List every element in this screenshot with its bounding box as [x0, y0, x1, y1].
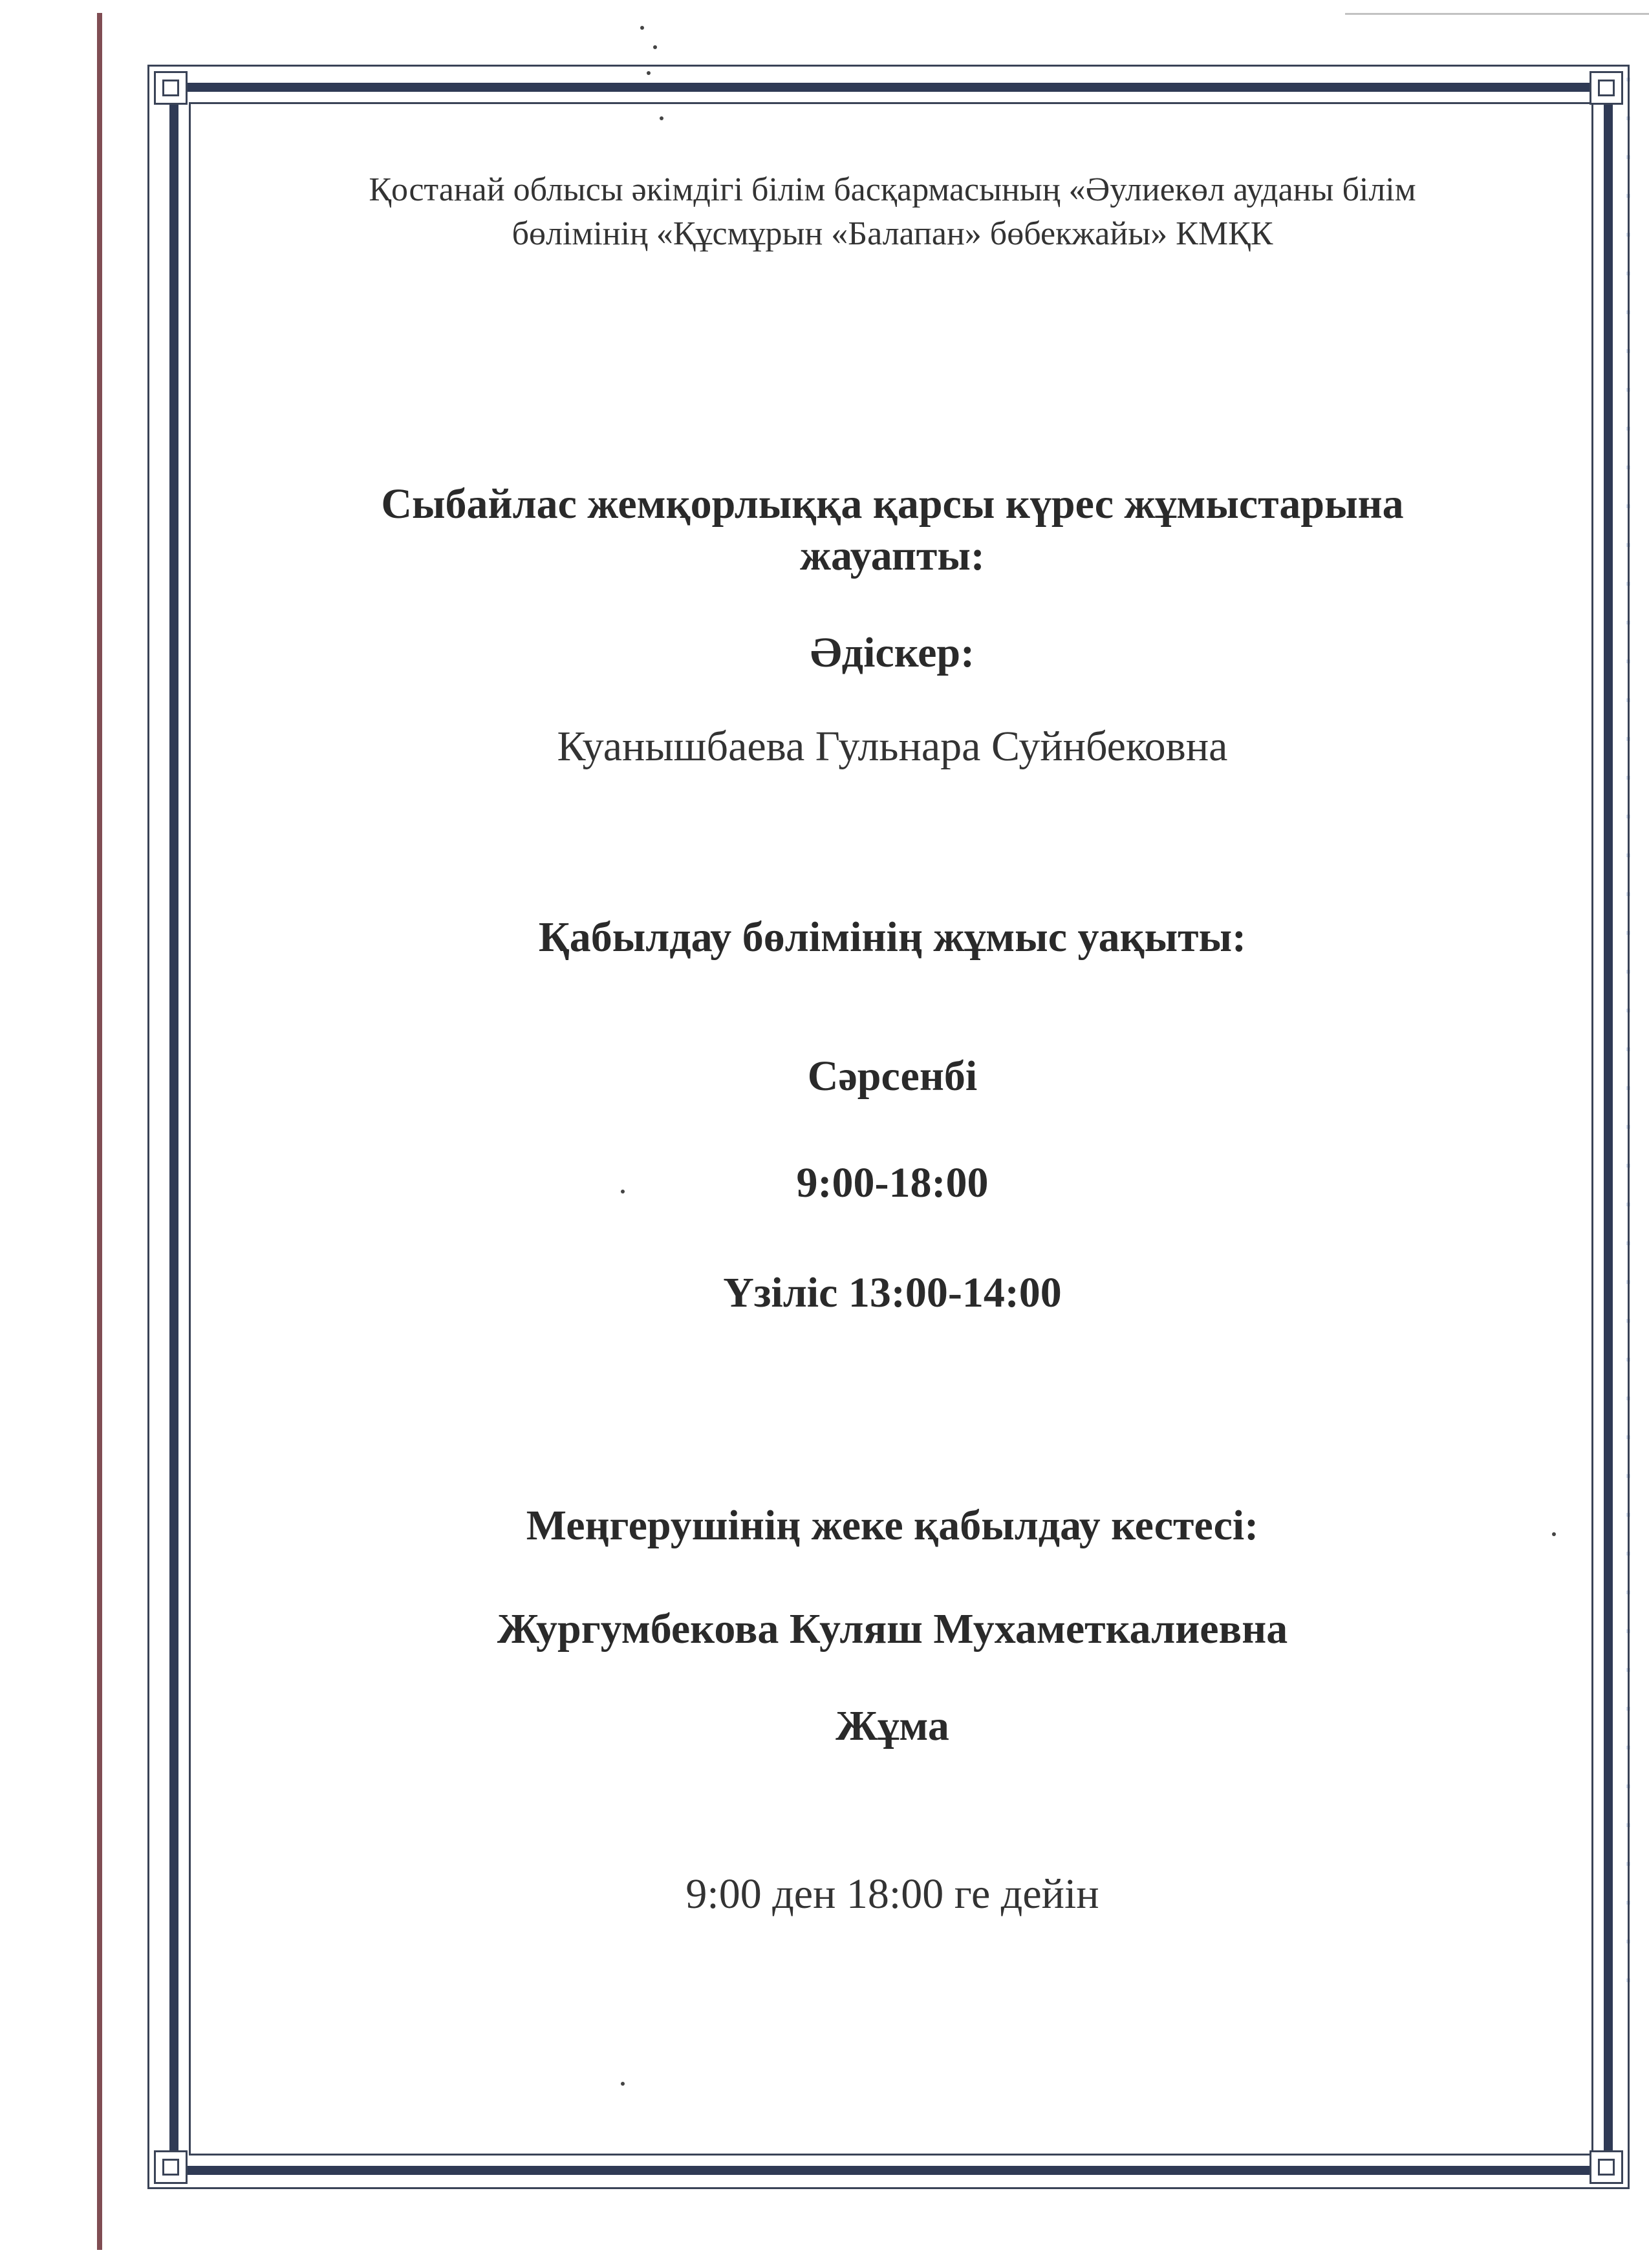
reception-hours: 9:00-18:00 — [796, 1159, 989, 1206]
anticorruption-title-line-1: Сыбайлас жемқорлыққа қарсы күрес жұмыстарына — [381, 480, 1404, 528]
methodist-role: Әдіскер: — [810, 629, 975, 676]
scan-edge-line — [97, 13, 102, 2250]
head-reception-hours: 9:00 ден 18:00 ге дейін — [685, 1870, 1099, 1918]
frame-corner-bottom-right — [1590, 2150, 1623, 2184]
scan-speck — [647, 71, 651, 75]
methodist-name: Куанышбаева Гульнара Суйнбековна — [557, 723, 1228, 770]
org-name-line-2: бөлімінің «Құсмұрын «Балапан» бөбекжайы» КМҚК — [512, 215, 1273, 252]
scan-speck — [653, 45, 657, 49]
reception-break: Үзіліс 13:00-14:00 — [723, 1269, 1062, 1316]
document-body — [213, 149, 1571, 2140]
reception-day: Сәрсенбі — [807, 1053, 978, 1100]
frame-corner-top-right — [1590, 71, 1623, 105]
frame-corner-top-left — [154, 71, 188, 105]
anticorruption-title-line-2: жауапты: — [800, 532, 985, 579]
scan-speck — [660, 116, 663, 120]
head-reception-day: Жұма — [835, 1702, 949, 1749]
scan-top-line — [1345, 13, 1649, 15]
head-reception-title: Меңгерушінің жеке қабылдау кестесі: — [526, 1502, 1259, 1549]
scan-speck — [640, 26, 644, 30]
org-name-line-1: Қостанай облысы әкімдігі білім басқармасының «Әулиекөл ауданы білім — [369, 171, 1416, 208]
reception-hours-title: Қабылдау бөлімінің жұмыс уақыты: — [538, 914, 1247, 961]
frame-corner-bottom-left — [154, 2150, 188, 2184]
head-name: Жургумбекова Куляш Мухаметкалиевна — [497, 1605, 1288, 1653]
